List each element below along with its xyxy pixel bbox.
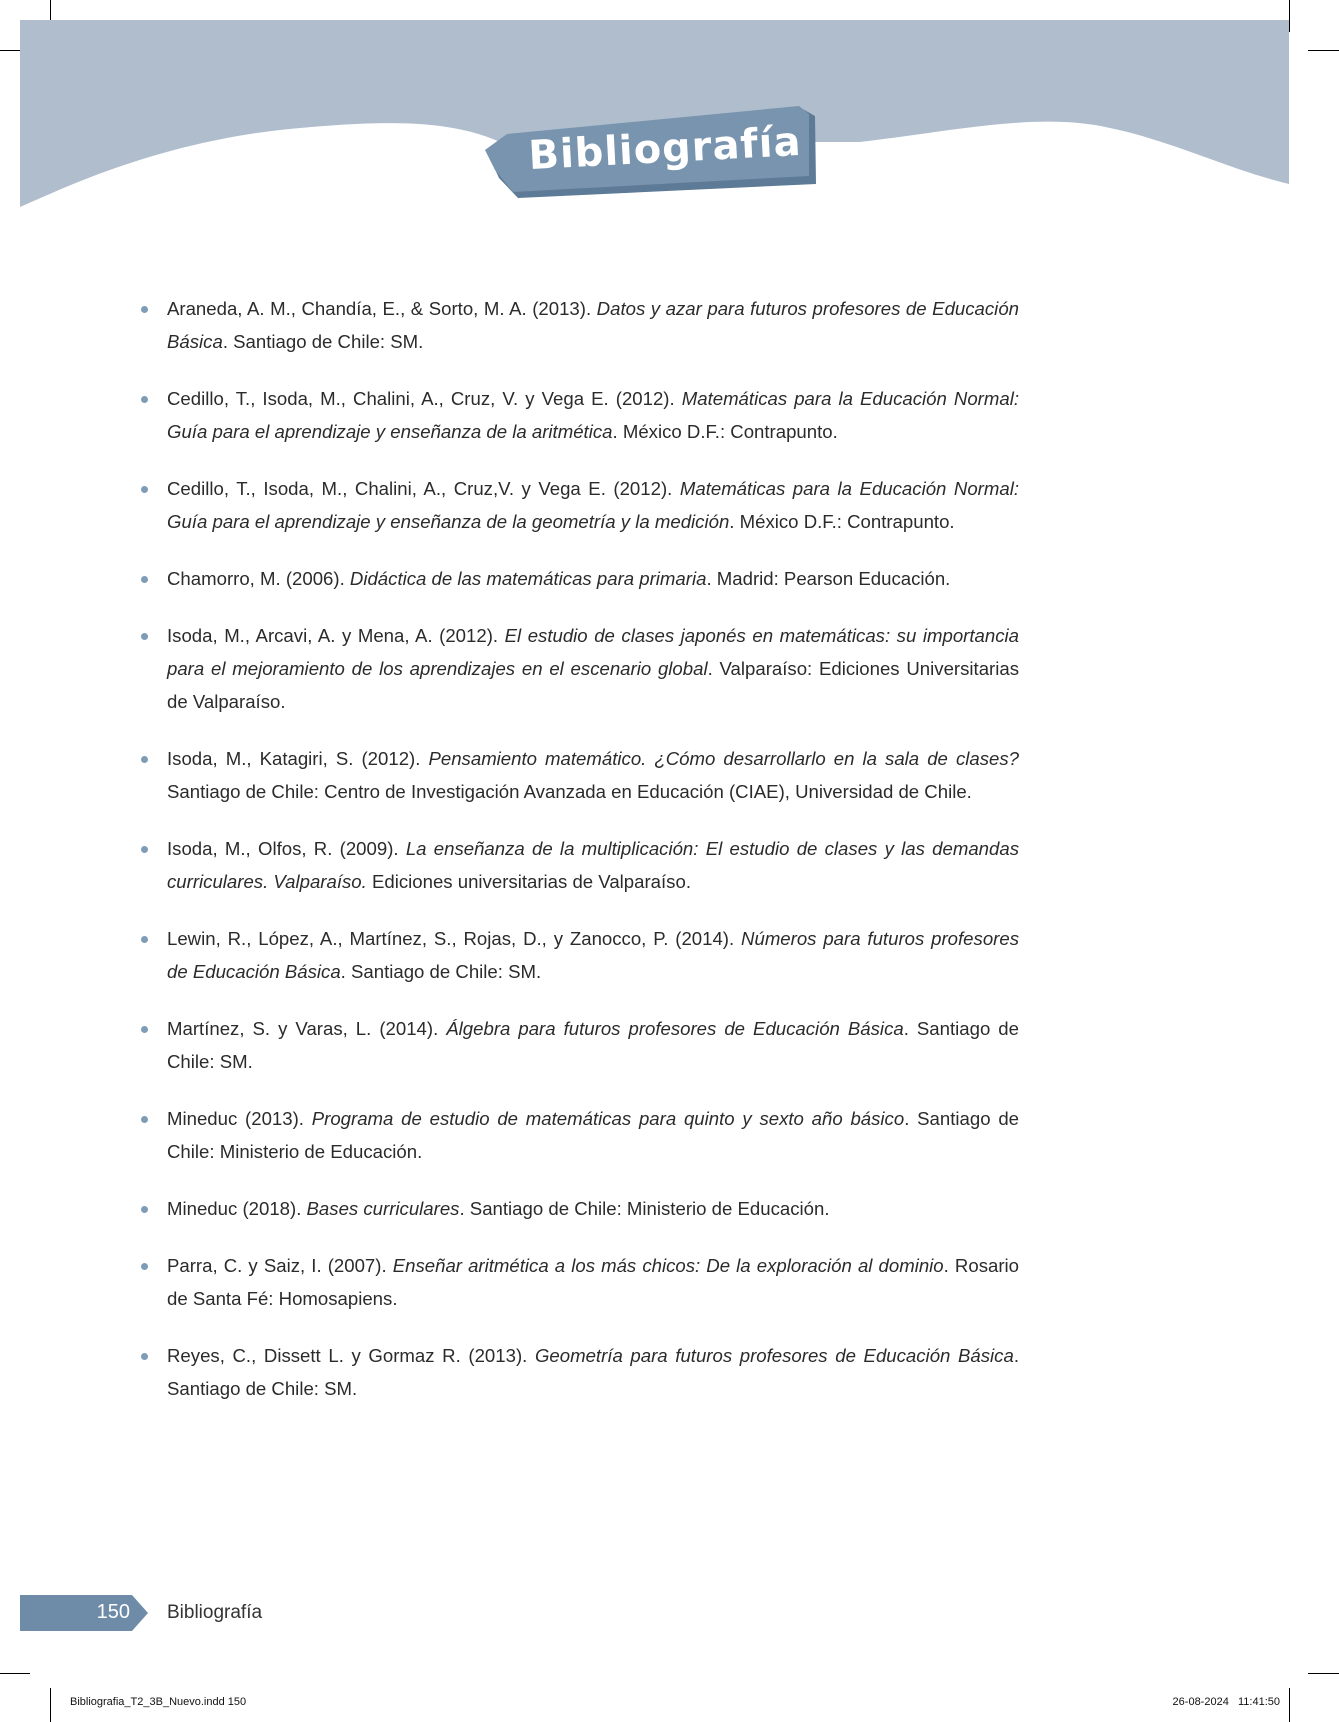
entry-title: Didáctica de las matemáticas para primaria: [349, 568, 707, 589]
entry-publisher: . Santiago de Chile: SM.: [167, 1345, 1019, 1399]
bibliography-entry: [167, 1012, 1019, 1078]
bibliography-entry: [167, 292, 1019, 358]
entry-publisher: . México D.F.: Contrapunto.: [612, 421, 838, 442]
entry-title: El estudio de clases japonés en matemáticas: su importancia para el mejoramiento de los aprendizajes en el escenario global: [167, 625, 1019, 679]
entry-publisher: . Santiago de Chile: SM.: [167, 1018, 1019, 1072]
bibliography-entry: [167, 1102, 1019, 1168]
slug-datetime: 26-08-2024 11:41:50: [1172, 1696, 1280, 1708]
bullet-icon: [141, 633, 148, 640]
entry-publisher: Santiago de Chile: Centro de Investigación Avanzada en Educación (CIAE), Universidad de Chile.: [167, 781, 972, 802]
entry-title: La enseñanza de la multiplicación: El estudio de clases y las demandas curriculares. Valparaíso.: [167, 838, 1019, 892]
bibliography-entry: [167, 832, 1019, 898]
entry-publisher: . Madrid: Pearson Educación.: [706, 568, 951, 589]
entry-publisher: . Rosario de Santa Fé: Homosapiens.: [167, 1255, 1019, 1309]
bibliography-entry: [167, 922, 1019, 988]
slug-filename: Bibliografia_T2_3B_Nuevo.indd 150: [70, 1696, 247, 1708]
bullet-icon: [141, 756, 148, 763]
bullet-icon: [141, 1026, 148, 1033]
entry-title: Bases curriculares: [306, 1198, 460, 1219]
bullet-icon: [141, 1263, 148, 1270]
entry-authors: Araneda, A. M., Chandía, E., & Sorto, M. A. (2013).: [167, 298, 597, 319]
page-title: Bibliografía: [527, 118, 803, 180]
entry-title: Álgebra para futuros profesores de Educación Básica: [446, 1018, 904, 1039]
bullet-icon: [141, 486, 148, 493]
bibliography-entry: [167, 562, 1019, 595]
entry-title: Matemáticas para la Educación Normal: Guía para el aprendizaje y enseñanza de la aritmética: [167, 388, 1019, 442]
entry-title: Geometría para futuros profesores de Educación Básica: [534, 1345, 1014, 1366]
entry-title: Matemáticas para la Educación Normal: Guía para el aprendizaje y enseñanza de la geometría y la medición: [167, 478, 1020, 532]
bullet-icon: [141, 846, 148, 853]
crop-mark: [50, 1688, 51, 1722]
entry-publisher: . Santiago de Chile: Ministerio de Educación.: [459, 1198, 830, 1219]
bibliography-list: [167, 292, 1019, 1429]
entry-authors: Cedillo, T., Isoda, M., Chalini, A., Cruz,V. y Vega E. (2012).: [167, 478, 680, 499]
bullet-icon: [141, 1206, 148, 1213]
bullet-icon: [141, 936, 148, 943]
crop-mark: [0, 1673, 30, 1674]
entry-publisher: . Santiago de Chile: SM.: [222, 331, 424, 352]
crop-mark: [1308, 1673, 1339, 1674]
bullet-icon: [141, 396, 148, 403]
bibliography-entry: [167, 1249, 1019, 1315]
entry-authors: Isoda, M., Olfos, R. (2009).: [167, 838, 406, 859]
bibliography-entry: [167, 619, 1019, 718]
entry-title: Enseñar aritmética a los más chicos: De la exploración al dominio: [392, 1255, 944, 1276]
entry-title: Números para futuros profesores de Educación Básica: [167, 928, 1019, 982]
bibliography-entry: [167, 382, 1019, 448]
entry-publisher: . Santiago de Chile: SM.: [340, 961, 542, 982]
entry-title: Pensamiento matemático. ¿Cómo desarrollarlo en la sala de clases?: [428, 748, 1019, 769]
entry-authors: Cedillo, T., Isoda, M., Chalini, A., Cruz, V. y Vega E. (2012).: [167, 388, 682, 409]
entry-publisher: Ediciones universitarias de Valparaíso.: [366, 871, 691, 892]
entry-authors: Martínez, S. y Varas, L. (2014).: [167, 1018, 447, 1039]
entry-publisher: . Santiago de Chile: Ministerio de Educación.: [167, 1108, 1019, 1162]
entry-authors: Chamorro, M. (2006).: [167, 568, 350, 589]
bullet-icon: [141, 1353, 148, 1360]
entry-title: Programa de estudio de matemáticas para quinto y sexto año básico: [311, 1108, 905, 1129]
entry-publisher: . Valparaíso: Ediciones Universitarias de Valparaíso.: [167, 658, 1020, 712]
footer-section-label: Bibliografía: [167, 1602, 263, 1623]
entry-authors: Mineduc (2013).: [167, 1108, 312, 1129]
entry-authors: Parra, C. y Saiz, I. (2007).: [167, 1255, 393, 1276]
bibliography-entry: [167, 1192, 1019, 1225]
bibliography-entry: [167, 472, 1019, 538]
entry-authors: Lewin, R., López, A., Martínez, S., Rojas, D., y Zanocco, P. (2014).: [167, 928, 742, 949]
entry-title: Datos y azar para futuros profesores de Educación Básica: [167, 298, 1019, 352]
entry-authors: Isoda, M., Arcavi, A. y Mena, A. (2012).: [167, 625, 505, 646]
page-number: 150: [96, 1601, 130, 1623]
bibliography-entry: [167, 742, 1019, 808]
entry-publisher: . México D.F.: Contrapunto.: [729, 511, 955, 532]
entry-authors: Mineduc (2018).: [167, 1198, 307, 1219]
bullet-icon: [141, 576, 148, 583]
entry-authors: Reyes, C., Dissett L. y Gormaz R. (2013).: [167, 1345, 535, 1366]
crop-mark: [1289, 1688, 1290, 1722]
entry-authors: Isoda, M., Katagiri, S. (2012).: [167, 748, 429, 769]
bullet-icon: [141, 306, 148, 313]
bullet-icon: [141, 1116, 148, 1123]
bibliography-entry: [167, 1339, 1019, 1405]
